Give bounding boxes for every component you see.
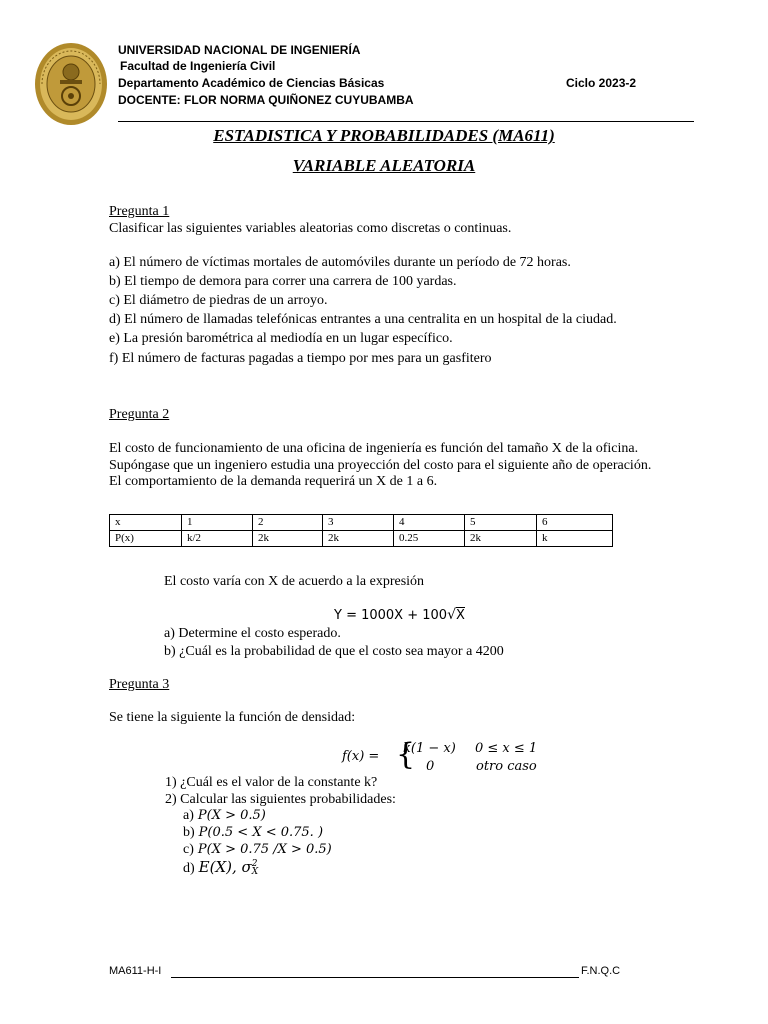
question-1-item: f) El número de facturas pagadas a tiempo por mes para un gasfitero: [109, 351, 492, 366]
course-title: ESTADISTICA Y PROBABILIDADES (MA611): [213, 126, 555, 145]
university-name: UNIVERSIDAD NACIONAL DE INGENIERÍA: [118, 43, 361, 57]
density-case-2-expr: 0: [426, 759, 435, 774]
question-2-item: a) Determine el costo esperado.: [164, 626, 341, 641]
subitem-expr: P(X > 0.5): [197, 808, 266, 823]
question-1-intro: Clasificar las siguientes variables aleatorias como discretas o continuas.: [109, 221, 512, 236]
cost-formula-lhs: Y = 1000X + 100: [334, 608, 448, 623]
sigma-subscript: X: [251, 867, 259, 878]
question-3-heading: Pregunta 3: [109, 677, 170, 692]
brace: {: [396, 737, 416, 772]
table-cell: 2k: [323, 531, 394, 547]
sigma-scripts: [252, 860, 258, 876]
question-2-paragraph-line: El costo de funcionamiento de una oficina de ingeniería es función del tamaño X de la oficina.: [109, 441, 639, 456]
probability-table: [109, 514, 613, 547]
question-3-item: 2) Calcular las siguientes probabilidades:: [165, 792, 396, 807]
subitem-label: d): [183, 861, 195, 876]
sigma-superscript: 2: [251, 859, 258, 870]
question-2-paragraph-line: El comportamiento de la demanda requerirá un X de 1 a 6.: [109, 474, 438, 489]
cost-formula: [334, 607, 465, 623]
question-2-paragraph-line: Supóngase que un ingeniero estudia una proyección del costo para el siguiente año de operación.: [109, 458, 652, 473]
cost-formula-radicand: X: [455, 608, 465, 623]
density-lhs: f(x) =: [342, 749, 380, 764]
question-3-subitem: [183, 840, 332, 859]
question-2-heading: Pregunta 2: [109, 407, 170, 422]
density-case-1-cond: 0 ≤ x ≤ 1: [475, 741, 538, 756]
question-1-item: e) La presión barométrica al mediodía en un lugar específico.: [109, 331, 453, 346]
department-name: Departamento Académico de Ciencias Básicas: [118, 76, 385, 90]
teacher-name: DOCENTE: FLOR NORMA QUIÑONEZ CUYUBAMBA: [118, 93, 414, 107]
table-cell: 2k: [253, 531, 323, 547]
topic-title: VARIABLE ALEATORIA: [292, 156, 476, 175]
table-row: [110, 515, 613, 531]
subitem-expr: P(X > 0.75 /X > 0.5): [197, 842, 332, 857]
table-cell: k: [537, 531, 613, 547]
table-cell: 6: [537, 515, 613, 531]
subitem-label: b): [183, 825, 195, 840]
subitem-label: a): [183, 808, 194, 823]
table-cell: 0.25: [394, 531, 465, 547]
table-cell: x: [110, 515, 182, 531]
table-cell: 1: [182, 515, 253, 531]
university-seal-logo: [34, 42, 108, 126]
table-cell: 3: [323, 515, 394, 531]
table-cell: 4: [394, 515, 465, 531]
sqrt-sign: √: [447, 607, 456, 623]
table-cell: 5: [465, 515, 537, 531]
table-cell: 2k: [465, 531, 537, 547]
table-cell: P(x): [110, 531, 182, 547]
table-cell: 2: [253, 515, 323, 531]
cost-intro: El costo varía con X de acuerdo a la expresión: [164, 574, 425, 589]
footer-left: MA611-H-I: [109, 965, 162, 977]
question-3-subitem: [183, 858, 258, 878]
footer-right: F.N.Q.C: [581, 965, 621, 977]
question-1-item: d) El número de llamadas telefónicas entrantes a una centralita en un hospital de la ciudad.: [109, 312, 617, 327]
table-row: [110, 531, 613, 547]
table-cell: k/2: [182, 531, 253, 547]
question-1-item: b) El tiempo de demora para correr una carrera de 100 yardas.: [109, 274, 457, 289]
question-1-item: c) El diámetro de piedras de un arroyo.: [109, 293, 328, 308]
question-1-item: a) El número de víctimas mortales de automóviles durante un período de 72 horas.: [109, 255, 571, 270]
subitem-expr: E(X), σ: [198, 858, 252, 876]
question-1-heading: Pregunta 1: [109, 204, 170, 219]
faculty-name: Facultad de Ingeniería Civil: [120, 59, 276, 73]
cycle-label: Ciclo 2023-2: [566, 76, 637, 90]
density-case-1-expr: k(1 − x): [403, 741, 456, 756]
density-case-2-cond: otro caso: [476, 759, 537, 774]
header-divider: [118, 121, 694, 122]
question-2-item: b) ¿Cuál es la probabilidad de que el costo sea mayor a 4200: [164, 644, 504, 659]
question-3-item: 1) ¿Cuál es el valor de la constante k?: [165, 775, 378, 790]
subitem-label: c): [183, 842, 194, 857]
subitem-expr: P(0.5 < X < 0.75. ): [198, 825, 324, 840]
footer-rule: [171, 977, 579, 978]
question-3-intro: Se tiene la siguiente la función de densidad:: [109, 710, 356, 725]
density-function: [342, 738, 562, 778]
